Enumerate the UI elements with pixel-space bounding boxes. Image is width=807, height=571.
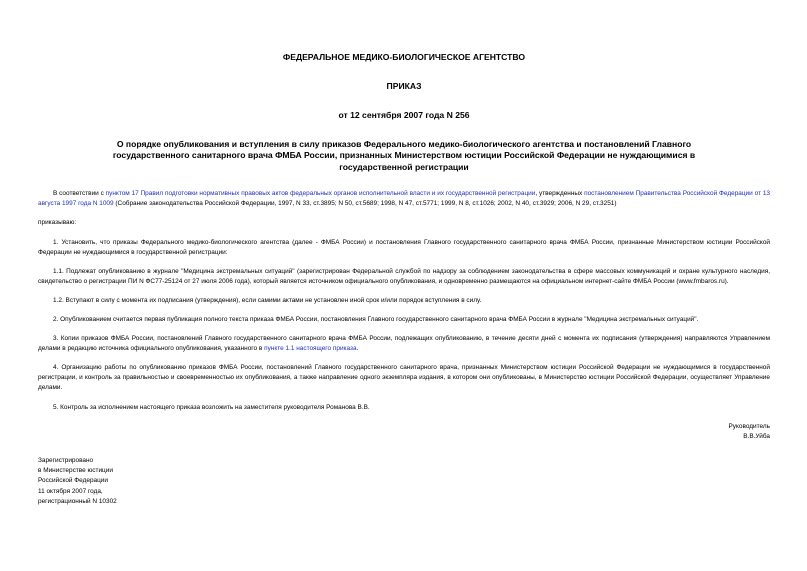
point-1-1-link[interactable]: пункте 1.1 настоящего приказа <box>264 345 357 353</box>
document-page <box>38 52 770 507</box>
rules-point-17-link[interactable]: пунктом 17 Правил подготовки нормативных правовых актов федеральных органов исполнительной власти и их государственной регистрации <box>105 190 536 198</box>
agency-name: ФЕДЕРАЛЬНОЕ МЕДИКО-БИОЛОГИЧЕСКОЕ АГЕНТСТВО <box>282 52 526 62</box>
document-title: О порядке опубликования и вступления в силу приказов Федерального медико-биологического агентства и постановлений Главного государственного санитарного врача ФМБА России, признанных Министерством юстиции Российской Федерации не нуждающимися в государственной регистрации <box>112 139 696 172</box>
registration-line-2: в Министерстве юстиции <box>38 466 113 474</box>
signature-name: В.В.Уйба <box>743 432 770 440</box>
registration-line-3: Российской Федерации <box>38 477 109 485</box>
registration-line-4: 11 октября 2007 года, <box>38 487 103 495</box>
signature-role: Руководитель <box>728 422 770 430</box>
preamble-text-3: (Собрание законодательства Российской Федерации, 1997, N 33, ст.3895; N 50, ст.5689; 1998, N 47, ст.5771; 1999, N 8, ст.1026; 2002, N 40, ст.3929; 2006, N 29, ст.3251) <box>113 200 617 208</box>
paragraph-3-text-a: 3. Копии приказов ФМБА России, постановлений Главного государственного санитарного врача ФМБА России, подлежащих опубликованию, в течение десяти дней с момента их подписания (утверждения) направляются Управлением делами в редакцию источника официального опубликования, указанного в <box>38 335 770 353</box>
paragraph-3-text-b: . <box>356 345 359 353</box>
paragraph-1-2: 1.2. Вступают в силу с момента их подписания (утверждения), если самими актами не установлен иной срок и/или порядок вступления в силу. <box>53 296 482 304</box>
paragraph-4: 4. Организацию работы по опубликованию приказов ФМБА России, постановлений Главного государственного санитарного врача, признанных Министерством юстиции Российской Федерации не нуждающимися в государственной регистрации, и контроль за правильностью и своевременностью их опубликования, а также направление одного экземпляра издания, в котором они опубликованы, в Министерство юстиции Российской Федерации, осуществляет Управление делами. <box>38 364 770 392</box>
orders-label: приказываю: <box>38 219 77 227</box>
government-decree-1009-link[interactable]: постановлением Правительства Российской Федерации от 13 августа 1997 года N 1009 <box>38 190 770 208</box>
paragraph-1-1: 1.1. Подлежат опубликованию в журнале "Медицина экстремальных ситуаций" (зарегистрирован Федеральной службой по надзору за соблюдением законодательства в сфере массовых коммуникаций и охране культурного наследия, свидетельство о регистрации ПИ N ФС77-25124 от 27 июля 2006 года), который является источником официального опубликования, и одновременно размещаются на официальном интернет-сайте ФМБА России (www.fmbaros.ru). <box>38 267 770 285</box>
paragraph-2: 2. Опубликованием считается первая публикация полного текста приказа ФМБА России, постановления Главного государственного санитарного врача ФМБА России в журнале "Медицина экстремальных ситуаций". <box>53 315 699 323</box>
document-type: ПРИКАЗ <box>386 81 422 91</box>
paragraph-3 <box>38 334 770 354</box>
signature-block <box>38 422 770 442</box>
preamble-paragraph <box>38 189 770 209</box>
registration-line-5: регистрационный N 10302 <box>38 497 117 505</box>
preamble-text-2: , утвержденных <box>535 190 585 198</box>
document-date: от 12 сентября 2007 года N 256 <box>338 110 470 120</box>
preamble-text-1: В соответствии с <box>53 190 106 198</box>
registration-line-1: Зарегистрировано <box>38 456 94 464</box>
paragraph-1: 1. Установить, что приказы Федерального медико-биологического агентства (далее - ФМБА России) и постановления Главного государственного санитарного врача ФМБА России, признанные Министерством юстиции Российской Федерации не нуждающимися в государственной регистрации: <box>38 238 770 256</box>
registration-block <box>38 456 770 507</box>
paragraph-5: 5. Контроль за исполнением настоящего приказа возложить на заместителя руководителя Романова В.В. <box>53 403 370 411</box>
